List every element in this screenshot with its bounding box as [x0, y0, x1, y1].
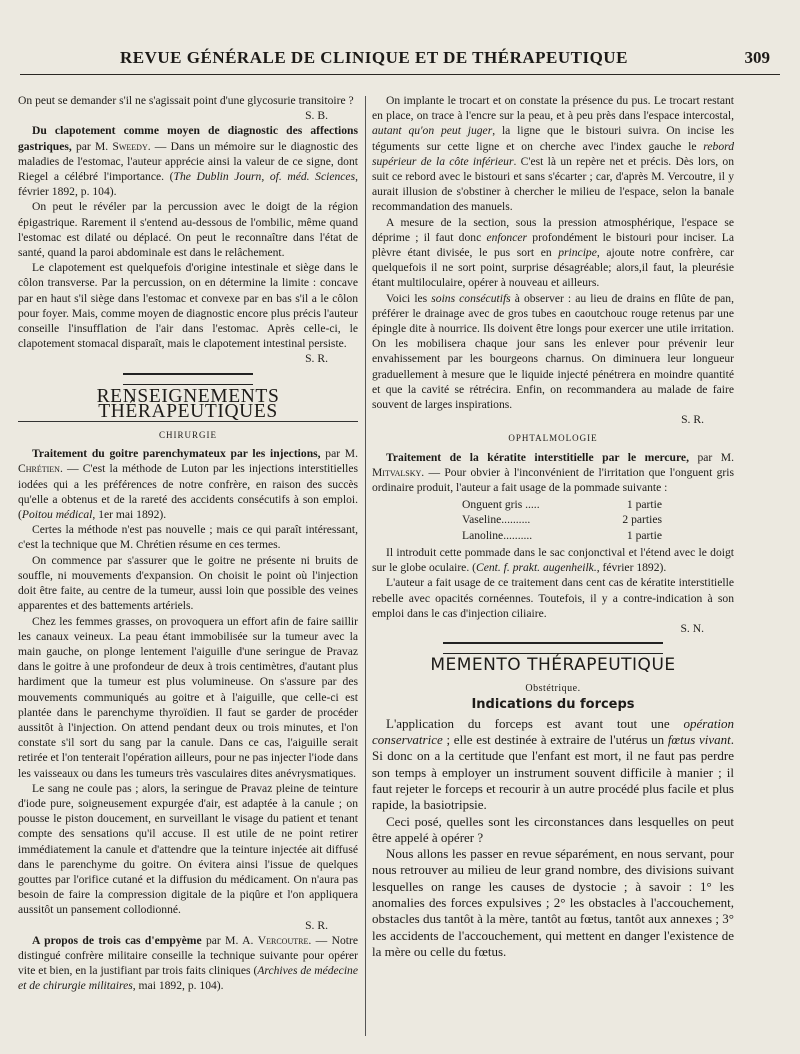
text-run: à observer : au lieu de drains en flûte de pan, préférer le drainage avec de gros tubes en caoutchouc rouge retenus par une épingle dite à nourrice. Ils doivent être longs pour exercer une utile irritation. On les mobilisera chaque jour sans les enlever pour prévenir leur envahissement par les bourgeons charnus. On diminuera leur longueur graduellement à mesure que le liquide injecté pénétrera en moindre quantité et que la cavité se rétrécira. Enfin, on recommandera au malade de faire souvent de larges inspirations.	[372, 291, 734, 412]
right-column	[372, 93, 734, 960]
text-run: , la ligne que le bistouri suivra. On incise les téguments sur cette ligne et on cherche avec l'index gauche le	[372, 124, 734, 153]
author-name: Sweedy	[112, 139, 148, 153]
paragraph: On commence par s'assurer que le goitre ne présente ni bruits de souffle, ni mouvements d'expansion. On choisit le point où l'injection doit être faite, au centre de la tumeur, aussi loin que possible des veines apparentes et des battements artériels.	[18, 553, 358, 613]
article-title: Du clapotement comme moyen de diagnostic des affections gastriques,	[18, 124, 358, 153]
memento-body	[372, 716, 734, 960]
recipe-row	[462, 528, 662, 543]
quantity: 1 partie	[626, 528, 662, 542]
paragraph: L'auteur a fait usage de ce traitement dans cent cas de kératite interstitielle rebelle avec opacités cornéennes. Toutefois, il y a contre-indication à son emploi dans le cas d'injection ciliaire.	[372, 576, 734, 620]
byline: par M.	[320, 447, 358, 461]
paragraph: Ceci posé, quelles sont les circonstances dans lesquelles on peut être appelé à opérer ?	[372, 813, 734, 845]
italic-run: fœtus vivant	[667, 732, 731, 748]
article-text: . — Notre distingué confrère militaire conseille la technique suivante pour opérer vite et bien, en la justifiant par trois faits cliniques (	[18, 933, 358, 978]
article-text: . — C'est la méthode de Luton par les injections interstitielles iodées qui a les préférences de notre confrère, en raison des succès qu'elle a obtenus et de la rareté des accidents consécutifs à son emploi. (	[18, 462, 358, 522]
italic-run: soins consécutifs	[431, 291, 511, 305]
text-run: Il introduit cette pommade dans le sac conjonctival et l'étend avec le doigt sur le globe oculaire. (	[372, 545, 734, 575]
article-title: A propos de trois cas d'empyème	[32, 933, 202, 947]
text-run: . Si donc on a la certitude que l'enfant est mort, il ne faut pas perdre son temps à employer un instrument souvent difficile à manier ; il faut rejeter le forceps et recourir à un autre procédé plus facile et plus rapide, la basiotripsie.	[372, 732, 734, 813]
text-run: On implante le trocart et on constate la présence du pus. Le trocart restant en place, on trace à l'encre sur la peau, et à peu près dans l'espace intercostal,	[372, 94, 734, 123]
paragraph: Le sang ne coule pas ; alors, la seringue de Pravaz pleine de teinture d'iode pure, soigneusement expurgée d'air, est adaptée à la canule ; on pousse le piston doucement, en surveillant le visage du patient et tenant compte des sensations qu'il accuse. Il est utile de ne point retirer immédiatement la canule et d'attendre que la teinture injectée ait diffusé dans le parenchyme du goitre. On évitera ainsi l'issue de quelques gouttes par l'orifice cutané et la diffusion du médicament. On n'aura pas besoin de faire la compression digitale de la piqûre et l'on appliquera aussitôt un pansement collodionné.	[18, 781, 358, 917]
recipe-row	[462, 497, 662, 512]
paragraph	[372, 716, 734, 814]
column-rule	[365, 96, 366, 1036]
text-run: , ajoute notre confrère, car quelquefois il ne sort point, surprise désagréable; alors,il faut, la pleurésie étant multiloculaire, opérer à nouveau et ailleurs.	[372, 246, 734, 290]
text-run: ; elle est destinée à extraire de l'utérus un	[442, 732, 668, 748]
paragraph: Le clapotement est quelquefois d'origine intestinale et siège dans le côlon transverse. Par la percussion, on en détermine la limite : concave par en haut s'il siège dans l'estomac et convexe par en bas s'il a le côlon pour foyer. Mais, comme moyen de diagnostic encore plus précis l'auteur conseille l'insufflation de l'air dans l'estomac. Après celle-ci, le clapotement stomacal disparaît, mais le clapotement intestinal persiste.	[18, 261, 358, 351]
article-text: . — Pour obvier à l'inconvénient de l'irritation que l'onguent gris ordinaire produit, l'auteur a fait usage de la pommade suivante :	[372, 465, 734, 495]
source-date: , février 1892, p. 104).	[18, 170, 358, 199]
source-title: The Dublin Journ, of. méd. Sciences	[173, 170, 356, 184]
recipe-row	[462, 512, 662, 527]
quantity: 2 parties	[622, 513, 662, 527]
signature: S. B.	[305, 109, 328, 123]
left-column	[18, 93, 358, 994]
article-empyeme	[18, 933, 358, 994]
italic-run: rebord supérieur de la côte inférieur	[372, 139, 734, 168]
text-run: A mesure de la section, sous la pression atmosphérique, l'espace se déprime ; il faut donc	[372, 215, 734, 244]
paragraph	[372, 291, 734, 413]
article-title: Traitement du goitre parenchymateux par les injections,	[32, 447, 321, 461]
paragraph: On peut le révéler par la percussion avec le doigt de la région épigastrique. Rarement il s'entend au-dessous de l'ombilic, même quand l'estomac est dilaté ou déplacé. On peut le reconnaître dans l'état de santé, quand la paroi abdominale est dans le relâchement.	[18, 200, 358, 260]
italic-run: opération conservatrice	[372, 715, 734, 748]
ingredient: Lanoline..........	[462, 528, 533, 542]
paragraph: On peut se demander s'il ne s'agissait point d'une glycosurie transitoire ?	[18, 94, 354, 107]
signature: S. N.	[680, 621, 704, 635]
text-run: Voici les	[386, 291, 432, 305]
byline: par M. A.	[201, 933, 258, 947]
paragraph: Certes la méthode n'est pas nouvelle ; mais ce qui paraît intéressant, c'est la technique que M. Chrétien résume en ces termes.	[18, 523, 358, 552]
paragraph	[372, 545, 734, 575]
running-title: REVUE GÉNÉRALE DE CLINIQUE ET DE THÉRAPEUTIQUE	[120, 48, 628, 67]
paragraph	[372, 93, 734, 215]
subsection-label: CHIRURGIE	[159, 430, 217, 441]
source-title: Archives de médecine et de chirurgie militaires	[18, 964, 358, 993]
byline: par M.	[688, 450, 734, 464]
author-name: Mitvalsky	[372, 465, 422, 479]
article-text: . — Dans un mémoire sur le diagnostic des maladies de l'estomac, l'auteur apprécie ainsi la valeur de ce signe, dont Riegel a célébré l'importance. (	[18, 139, 359, 184]
text-run: . C'est là un repère net et précis. Dès lors, on suit ce rebord avec le bistouri et sans s'écarter ; car, d'après M. Vercoutre, il y aurait illusion de s'obstiner à chercher le milieu de l'espace, selon la banale recommandation des manuels.	[372, 154, 734, 214]
article-keratite	[372, 450, 734, 496]
page-number: 309	[744, 48, 770, 67]
subsection-label: OPHTALMOLOGIE	[508, 433, 598, 444]
byline: par M.	[71, 139, 113, 153]
source-title: Cent. f. prakt. augenheilk.	[475, 561, 597, 575]
signature: S. R.	[305, 352, 328, 366]
quantity: 1 partie	[626, 498, 662, 512]
page-header	[20, 44, 780, 75]
signature: S. R.	[681, 413, 704, 427]
ingredient: Vaseline..........	[462, 513, 531, 527]
italic-run: principe	[558, 246, 597, 260]
paragraph	[372, 215, 734, 291]
author-name: Chrétien	[18, 462, 60, 476]
text-run: L'application du forceps est avant tout une	[386, 715, 684, 731]
article-goitre	[18, 446, 358, 522]
section-title: MEMENTO THÉRAPEUTIQUE	[430, 655, 676, 676]
subsection-label: Obstétrique.	[525, 683, 581, 695]
paragraph: Chez les femmes grasses, on provoquera un effort afin de faire saillir les canaux veineux. La peau étant immobilisée sur la tumeur avec la main gauche, on plonge lentement l'aiguille d'une seringue de Pravaz dans le goitre à une profondeur de deux à trois centimètres, d'autant plus hardiment que la tumeur est plus volumineuse. On s'assure par des mouvements communiqués au goitre et à l'aiguille, que celle-ci est plantée dans le parenchyme thyroïdien. Il faut se garder de procéder aussitôt à l'injection. On attend pendant deux ou trois minutes, et l'on constate s'il sort du sang par la canule. Dans ce cas, l'aiguille serait retirée et l'on tenterait l'opération ailleurs, pour ne pas injecter l'iode dans les vaisseaux ou dans les tumeurs très vasculaires dites anévrysmatiques.	[18, 614, 358, 780]
signature: S. R.	[305, 918, 328, 932]
ingredient: Onguent gris .....	[462, 498, 540, 512]
paragraph: Nous allons les passer en revue séparément, en nous servant, pour nous retrouver au milieu de leur grand nombre, des divisions suivant lesquelles on range les causes de dystocie ; à savoir : 1° les anomalies des forces expulsives ; 2° les obstacles à l'accouchement, obstacles dus tantôt à la mère, tantôt au fœtus, tantôt aux annexes ; 3° les accidents de l'accouchement, qui mettent en danger l'existence de la mère ou celle du fœtus.	[372, 846, 734, 959]
article-title: Traitement de la kératite interstitielle par le mercure,	[386, 450, 689, 464]
section-title: RENSEIGNEMENTS THÉRAPEUTIQUES	[18, 389, 358, 422]
author-name: Vercoutre	[257, 933, 309, 947]
source-title: Poitou médical	[21, 508, 93, 522]
article-title: Indications du forceps	[471, 696, 635, 712]
italic-run: autant qu'on peut juger	[372, 124, 493, 138]
text-run: profondément le bistouri pour inciser. La plèvre étant divisée, le pus sort en	[372, 230, 735, 260]
recipe-list	[462, 497, 662, 543]
article-clapotement	[18, 123, 358, 199]
text-run: , février 1892).	[596, 561, 667, 575]
divider	[123, 373, 253, 385]
italic-run: enfoncer	[486, 230, 528, 244]
source-date: , 1er mai 1892).	[92, 508, 167, 522]
divider	[443, 642, 663, 654]
source-date: , mai 1892, p. 104).	[132, 979, 224, 993]
